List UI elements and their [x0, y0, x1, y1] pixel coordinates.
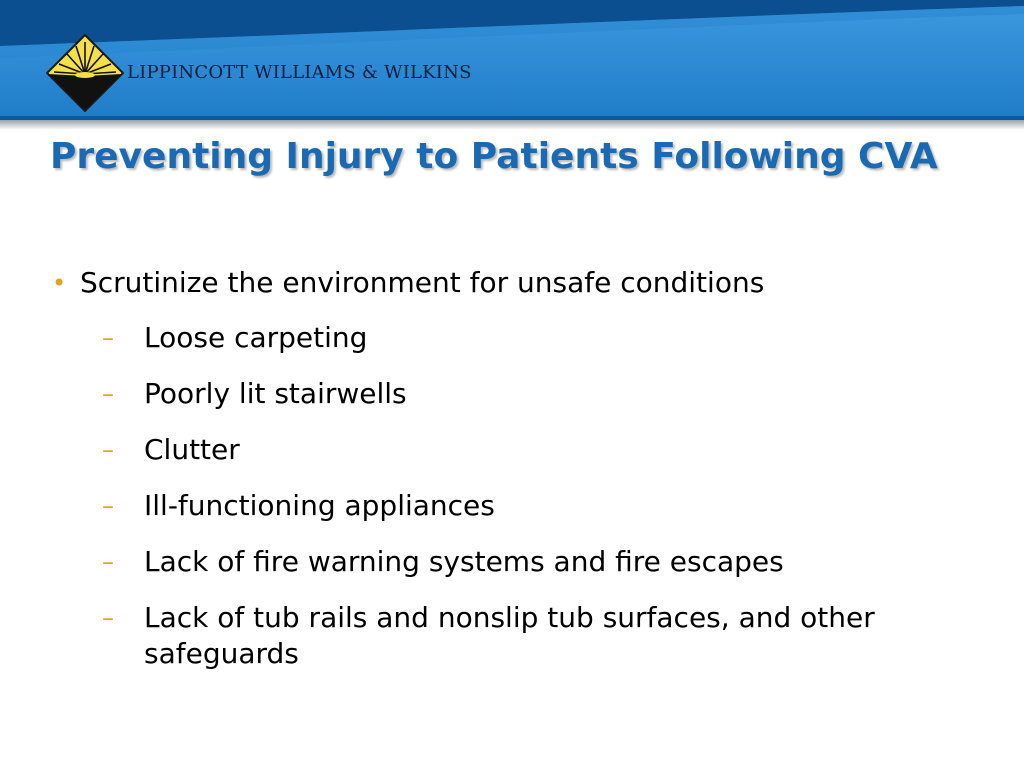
dash-icon: – — [102, 380, 114, 408]
slide-title: Preventing Injury to Patients Following CVA — [50, 136, 938, 177]
sub-bullet-item — [52, 544, 982, 580]
dash-icon: – — [102, 548, 114, 576]
sub-bullet-item — [52, 376, 982, 412]
dash-icon: – — [102, 492, 114, 520]
slide-content — [52, 264, 982, 692]
sub-bullet-text: Ill-functioning appliances — [144, 489, 495, 522]
dash-icon: – — [102, 324, 114, 352]
sub-bullet-list — [52, 320, 982, 672]
sub-bullet-item — [52, 432, 982, 468]
sub-bullet-item — [52, 600, 982, 672]
sub-bullet-item — [52, 320, 982, 356]
dash-icon: – — [102, 436, 114, 464]
sub-bullet-text: Loose carpeting — [144, 321, 368, 354]
sunburst-diamond-logo-icon — [46, 34, 124, 112]
publisher-wordmark: LIPPINCOTT WILLIAMS & WILKINS — [127, 62, 472, 83]
sub-bullet-text: Poorly lit stairwells — [144, 377, 407, 410]
sub-bullet-item — [52, 488, 982, 524]
bullet-item — [52, 264, 982, 302]
sub-bullet-text: Clutter — [144, 433, 240, 466]
dash-icon: – — [102, 604, 114, 632]
sub-bullet-text: Lack of fire warning systems and fire escapes — [144, 545, 784, 578]
bullet-text: Scrutinize the environment for unsafe conditions — [80, 266, 765, 299]
sub-bullet-text: Lack of tub rails and nonslip tub surfaces, and other safeguards — [144, 601, 875, 670]
bullet-dot-icon: • — [52, 269, 67, 297]
